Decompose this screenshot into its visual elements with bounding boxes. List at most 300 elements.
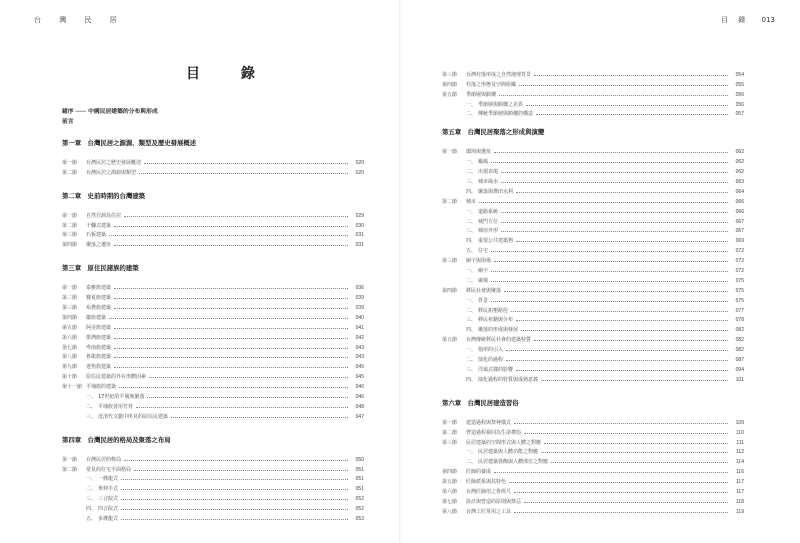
toc-entry-title: 季節層與騎樓之差異 [478,101,524,108]
toc-entry-page: 029 [355,212,364,219]
toc-entry-title: 達悟族建築 [86,364,112,371]
toc-entry[interactable] [62,341,364,351]
toc-entry-number: 第二節 [442,198,458,205]
toc-entry[interactable] [442,88,744,98]
toc-entry-number: 二、 [465,218,476,225]
toc-entry[interactable] [442,274,744,284]
toc-entry-number: 一、 [465,101,476,108]
toc-entry[interactable] [442,436,744,446]
toc-leader-dots [114,298,348,299]
toc-entry-page: 087 [735,357,744,364]
toc-entry-page: 069 [735,238,744,245]
toc-leader-dots [149,377,348,378]
toc-entry-page: 075 [735,297,744,304]
toc-entry-number: 第七節 [62,344,78,351]
toc-leader-dots [516,241,728,242]
toc-entry-page: 062 [735,149,744,156]
toc-entry[interactable] [442,426,744,436]
toc-entry-page: 112 [736,449,744,456]
toc-entry[interactable] [62,453,364,463]
toc-entry-number: 二、 [465,111,476,118]
toc-leader-dots [479,202,728,203]
toc-entry-title: 台灣匠師用之魯班尺 [466,488,512,495]
toc-entry-title: 城市 [466,198,477,205]
toc-entry[interactable] [62,219,364,229]
toc-entry-page: 077 [735,307,744,314]
toc-entry[interactable] [442,98,744,108]
toc-entry-number: 第九節 [62,364,78,371]
toc-leader-dots [526,105,728,106]
toc-entry-page: 046 [355,394,364,401]
toc-entry[interactable] [442,165,744,175]
toc-entry[interactable] [62,512,364,522]
toc-entry-page: 041 [355,324,364,331]
toc-entry[interactable] [442,185,744,195]
toc-leader-dots [491,281,728,282]
toc-entry-title: 17世紀的平埔族聚落 [98,394,145,401]
toc-entry-number: 第五節 [442,337,458,344]
toc-entry-page: 118 [736,498,744,505]
toc-entry[interactable] [62,321,364,331]
toc-entry-title: 台灣村落形成之自然地理背景 [466,71,532,78]
toc-right-chapters [442,127,744,514]
toc-entry-title: 民居建築的空間形式與人體之對應 [466,439,542,446]
toc-entry-title: 平埔族善用竹材 [98,403,134,410]
running-header-right [721,15,775,25]
toc-entry-page: 082 [735,337,744,344]
toc-entry-number: 第三節 [442,258,458,265]
toc-leader-dots [504,291,728,292]
toc-entry-page: 064 [735,188,744,195]
toc-entry-title: 三合院式 [98,496,119,503]
toc-entry-title: 台灣傳統移民社會的建築特質 [466,337,532,344]
chapter-heading[interactable]: 第六章 台灣民居建造習俗 [442,398,519,407]
toc-entry-page: 051 [355,486,364,493]
chapter-heading[interactable]: 第五章 台灣民居聚落之形成與演變 [442,128,545,137]
toc-entry-number: 第四節 [442,287,458,294]
toc-entry-page: 051 [355,466,364,473]
toc-entry-title: 鄒族建築 [86,314,107,321]
toc-entry[interactable] [442,145,744,155]
toc-entry-title: 設計與營造的原則與禁忌 [466,498,522,505]
toc-leader-dots [501,212,728,213]
toc-entry-number: 第二節 [442,429,458,436]
toc-entry-number: 第一節 [442,419,458,426]
toc-entry-number: 四、 [465,238,476,245]
toc-entry-title: 台灣工匠常用之工具 [466,508,512,515]
toc-entry[interactable] [442,446,744,456]
toc-entry-title: 營造過程視同為生命禮俗 [466,429,522,436]
toc-entry[interactable] [442,465,744,475]
toc-entry-page: 119 [736,508,744,515]
toc-entry-page: 048 [355,403,364,410]
toc-entry-page: 020 [355,159,364,166]
toc-entry-title: 移民拓墾路徑 [478,307,509,314]
toc-leader-dots [541,380,728,381]
toc-entry[interactable] [62,301,364,311]
toc-entry-page: 072 [735,248,744,255]
toc-entry-page: 072 [735,258,744,265]
toc-entry-title: 指形的引入 [478,347,504,354]
toc-entry[interactable] [62,390,364,400]
toc-leader-dots [506,350,728,351]
toc-entry-title: 近清代文獻中所見的原住民建築 [98,413,169,420]
running-header-section: 目 錄 [721,16,750,24]
toc-entry-title: 移民社會與聚落 [466,287,502,294]
toc-entry-number: 二、 [465,459,476,466]
toc-entry-title: 匠師的養成 [466,469,492,476]
toc-entry[interactable] [442,304,744,314]
toc-leader-dots [491,301,728,302]
toc-leader-dots [121,479,348,480]
chapter-heading[interactable]: 第三章 原住民諸族的建築 [62,264,139,273]
toc-entry-title: 阿美族建築 [86,324,112,331]
toc-entry-page: 066 [735,198,744,205]
toc-entry-number: 第六節 [62,334,78,341]
toc-entry-number: 第八節 [442,508,458,515]
toc-leader-dots [501,182,728,183]
toc-entry[interactable] [62,410,364,420]
toc-leader-dots [114,226,348,227]
toc-entry[interactable] [442,254,744,264]
toc-entry-page: 039 [355,305,364,312]
toc-leader-dots [144,163,348,164]
toc-entry[interactable] [62,331,364,341]
toc-leader-dots [506,360,728,361]
toc-entry-title: 卑南族建築 [86,344,112,351]
toc-leader-dots [534,75,728,76]
toc-entry-title: 洋風式樣的影響 [478,366,514,373]
toc-entry[interactable] [442,343,744,353]
toc-entry-page: 020 [355,169,364,176]
toc-entry-number: 第一節 [62,456,78,463]
toc-leader-dots [124,460,348,461]
toc-entry-number: 二、 [465,277,476,284]
toc-entry-page: 039 [355,295,364,302]
toc-entry[interactable] [442,234,744,244]
toc-entry-title: 泰雅族建築 [86,285,112,292]
toc-right-column [442,68,744,515]
toc-entry-title: 傳統季節層與騎樓的構造 [478,111,534,118]
toc-leader-dots [491,162,728,163]
toc-leader-dots [114,328,348,329]
toc-entry-page: 101 [735,376,744,383]
toc-entry[interactable] [442,373,744,383]
toc-entry-title: 平埔族的建築 [86,384,117,391]
toc-entry-title: 住宅 [478,248,489,255]
toc-entry-page: 072 [735,268,744,275]
toc-entry[interactable] [442,175,744,185]
toc-leader-dots [514,492,728,493]
toc-entry-title: 台灣民居之淵源與類型 [86,169,137,176]
toc-entry[interactable] [62,380,364,390]
toc-entry-title: 廣場 [478,277,489,284]
toc-entry[interactable] [62,463,364,473]
toc-entry-title: 台灣民居之歷史發展概述 [86,159,142,166]
toc-leader-dots [494,261,728,262]
toc-entry-number: 一、 [465,297,476,304]
toc-entry-page: 056 [735,101,744,108]
toc-entry-title: 單伸手式 [98,486,119,493]
toc-entry[interactable] [62,473,364,483]
toc-entry-number: 第二節 [62,295,78,302]
toc-entry-number: 一、 [465,449,476,456]
toc-entry-number: 第三節 [442,439,458,446]
toc-leader-dots [114,357,348,358]
toc-entry-title: 季節層與騎樓 [466,91,497,98]
toc-entry-page: 110 [736,429,744,436]
toc-entry-number: 二、 [465,307,476,314]
toc-entry-title: 建造過程與祭神儀式 [466,419,512,426]
toc-entry[interactable] [62,492,364,502]
toc-prelude-2: 前言 [62,119,74,125]
toc-leader-dots [109,235,348,236]
toc-entry[interactable] [442,416,744,426]
toc-entry-page: 114 [736,459,744,466]
toc-entry-page: 067 [735,218,744,225]
toc-leader-dots [121,509,348,510]
toc-leader-dots [511,311,728,312]
toc-entry[interactable] [442,314,744,324]
chapter-heading[interactable]: 第二章 史前時期的台灣建築 [62,191,146,200]
toc-leader-dots [114,348,348,349]
toc-entry-page: 117 [736,479,744,486]
toc-entry[interactable] [62,311,364,321]
toc-entry-page: 082 [735,327,744,334]
toc-entry-number: 第十節 [62,374,78,381]
toc-entry-number: 第五節 [442,91,458,98]
toc-entry[interactable] [442,215,744,225]
toc-entry-title: 布農族建築 [86,305,112,312]
toc-entry-number: 第四節 [442,469,458,476]
toc-leader-dots [509,482,728,483]
toc-entry-title: 四合院式 [98,506,119,513]
toc-leader-dots [124,216,348,217]
toc-entry[interactable] [442,505,744,515]
toc-entry-title: 賽夏族建築 [86,295,112,302]
toc-leader-dots [516,192,728,193]
toc-entry-title: 台灣民居的格局 [86,456,122,463]
toc-entry-number: 一、 [85,394,96,401]
toc-entry-number: 第四節 [442,81,458,88]
toc-leader-dots [136,407,348,408]
toc-leader-dots [501,222,728,223]
chapter-heading[interactable]: 第四章 台灣民居的格局及聚落之布局 [62,435,171,444]
toc-leader-dots [534,340,728,341]
toc-entry-page: 052 [355,506,364,513]
toc-entry[interactable] [442,353,744,363]
toc-leader-dots [501,172,728,173]
toc-entry-page: 063 [735,179,744,186]
toc-entry-number: 第三節 [62,305,78,312]
toc-entry-number: 第二節 [62,169,78,176]
toc-entry-number: 一、 [465,208,476,215]
toc-entry-page: 036 [355,285,364,292]
toc-entry-page: 047 [355,413,364,420]
toc-entry-page: 052 [355,496,364,503]
toc-entry-number: 二、 [465,169,476,176]
toc-entry[interactable] [442,485,744,495]
toc-entry-title: 廟宇 [478,268,489,275]
toc-entry-page: 045 [355,374,364,381]
chapter-heading[interactable]: 第一章 台灣民居之源源、類型及歷史發展概述 [62,139,197,147]
toc-entry[interactable] [442,294,744,304]
toc-entry[interactable] [442,244,744,254]
toc-leader-dots [524,502,728,503]
toc-entry-number: 第二節 [62,222,78,229]
toc-leader-dots [494,472,728,473]
toc-entry[interactable] [62,281,364,291]
toc-entry[interactable] [62,360,364,370]
toc-entry[interactable] [62,238,364,248]
toc-entry-page: 056 [735,91,744,98]
toc-entry-number: 一、 [465,347,476,354]
toc-entry[interactable] [442,108,744,118]
toc-entry-title: 聚落的形成與發展 [478,327,519,334]
toc-entry-number: 第五節 [442,479,458,486]
toc-entry-page: 051 [355,476,364,483]
toc-entry[interactable] [62,370,364,380]
toc-leader-dots [491,251,728,252]
toc-left-chapters [62,138,364,522]
toc-leader-dots [121,489,348,490]
toc-entry-page: 042 [355,334,364,341]
toc-entry-number: 三、 [465,179,476,186]
toc-leader-dots [491,271,728,272]
toc-leader-dots [147,397,348,398]
toc-entry-title: 背景 [478,297,489,304]
toc-entry-number: 第一節 [62,212,78,219]
toc-entry-page: 116 [736,469,744,476]
book-gutter [399,0,401,543]
page-title: 目 錄 [186,66,273,82]
toc-entry-title: 聚落與農田水利 [478,188,514,195]
toc-entry[interactable] [442,205,744,215]
toc-entry-number: 第五節 [62,324,78,331]
toc-entry[interactable] [62,156,364,166]
toc-leader-dots [119,387,348,388]
toc-entry[interactable] [62,229,364,239]
toc-entry[interactable] [62,482,364,492]
toc-entry-page: 054 [735,71,744,78]
toc-entry-title: 移民祖籍與分布 [478,317,514,324]
toc-entry[interactable] [442,455,744,465]
toc-leader-dots [114,367,348,368]
toc-entry-page: 031 [355,242,364,249]
toc-entry-number: 四、 [85,506,96,513]
toc-entry[interactable] [442,195,744,205]
toc-leader-dots [494,152,728,153]
toc-entry-page: 046 [355,384,364,391]
toc-leader-dots [521,330,728,331]
toc-entry-title: 干欄式建築 [86,222,112,229]
toc-entry-number: 四、 [465,188,476,195]
toc-entry-number: 四、 [465,376,476,383]
toc-entry-page: 094 [735,366,744,373]
toc-leader-dots [536,114,728,115]
toc-entry-title: 一條龍式 [98,476,119,483]
toc-entry[interactable] [442,225,744,235]
toc-entry-number: 一、 [465,159,476,166]
toc-leader-dots [114,338,348,339]
toc-leader-dots [121,499,348,500]
toc-left-column [62,107,364,522]
toc-entry-page: 045 [355,364,364,371]
toc-entry[interactable] [62,502,364,512]
toc-entry[interactable] [442,68,744,78]
toc-entry-page: 066 [735,208,744,215]
toc-entry-page: 030 [355,222,364,229]
toc-entry-title: 石板建築 [86,232,107,239]
toc-leader-dots [121,519,348,520]
toc-entry[interactable] [62,166,364,176]
toc-entry-page: 043 [355,344,364,351]
toc-entry-page: 057 [735,111,744,118]
toc-leader-dots [516,370,728,371]
toc-entry-number: 第一節 [62,159,78,166]
toc-entry[interactable] [62,351,364,361]
page-number: 013 [761,16,775,24]
toc-entry-title: 城市風水 [478,179,499,186]
toc-entry-title: 魯凱族建築 [86,354,112,361]
toc-entry-title: 原住民建築的外在形體因素 [86,374,147,381]
toc-entry[interactable] [442,155,744,165]
toc-entry-title: 民居建築裝飾與人體部位之對應 [478,459,549,466]
toc-entry-number: 第一節 [442,149,458,156]
toc-entry-number: 三、 [85,413,96,420]
toc-entry-page: 031 [355,232,364,239]
toc-entry-title: 民居建築與人體功能之對應 [478,449,539,456]
toc-entry-page: 082 [735,347,744,354]
toc-entry-page: 055 [735,81,744,88]
toc-entry-title: 城垣外形 [478,228,499,235]
toc-entry[interactable] [442,78,744,88]
toc-leader-dots [516,320,728,321]
toc-entry-title: 出現表現 [478,169,499,176]
toc-entry[interactable] [442,284,744,294]
toc-entry[interactable] [62,291,364,301]
toc-entry-page: 109 [735,419,744,426]
running-header-left: 台 灣 民 居 [34,16,125,24]
toc-entry-title: 村落之形態及空間組織 [466,81,517,88]
toc-entry[interactable] [62,400,364,410]
toc-leader-dots [139,173,348,174]
toc-entry[interactable] [442,323,744,333]
toc-entry[interactable] [442,333,744,343]
toc-entry-title: 道路系統 [478,208,499,215]
toc-entry-page: 117 [736,488,744,495]
toc-leader-dots [114,288,348,289]
toc-entry[interactable] [442,264,744,274]
toc-entry-title: 自然岩洞為住居 [86,212,122,219]
toc-entry[interactable] [442,363,744,373]
toc-entry-title: 環境與選址 [466,149,492,156]
toc-leader-dots [541,452,728,453]
toc-leader-dots [499,95,728,96]
toc-leader-dots [109,318,348,319]
toc-entry-number: 二、 [85,486,96,493]
toc-entry[interactable] [442,475,744,485]
toc-entry-title: 多護龍式 [98,516,119,523]
toc-entry[interactable] [442,495,744,505]
toc-entry[interactable] [62,209,364,219]
toc-entry-number: 第十一節 [62,384,83,391]
toc-entry-number: 第一節 [62,285,78,292]
toc-entry-title: 城門方位 [478,218,499,225]
toc-entry-title: 廟宇與街場 [466,258,492,265]
toc-entry-number: 第七節 [442,498,458,505]
toc-entry-title: 匠師派系與其特色 [466,479,507,486]
